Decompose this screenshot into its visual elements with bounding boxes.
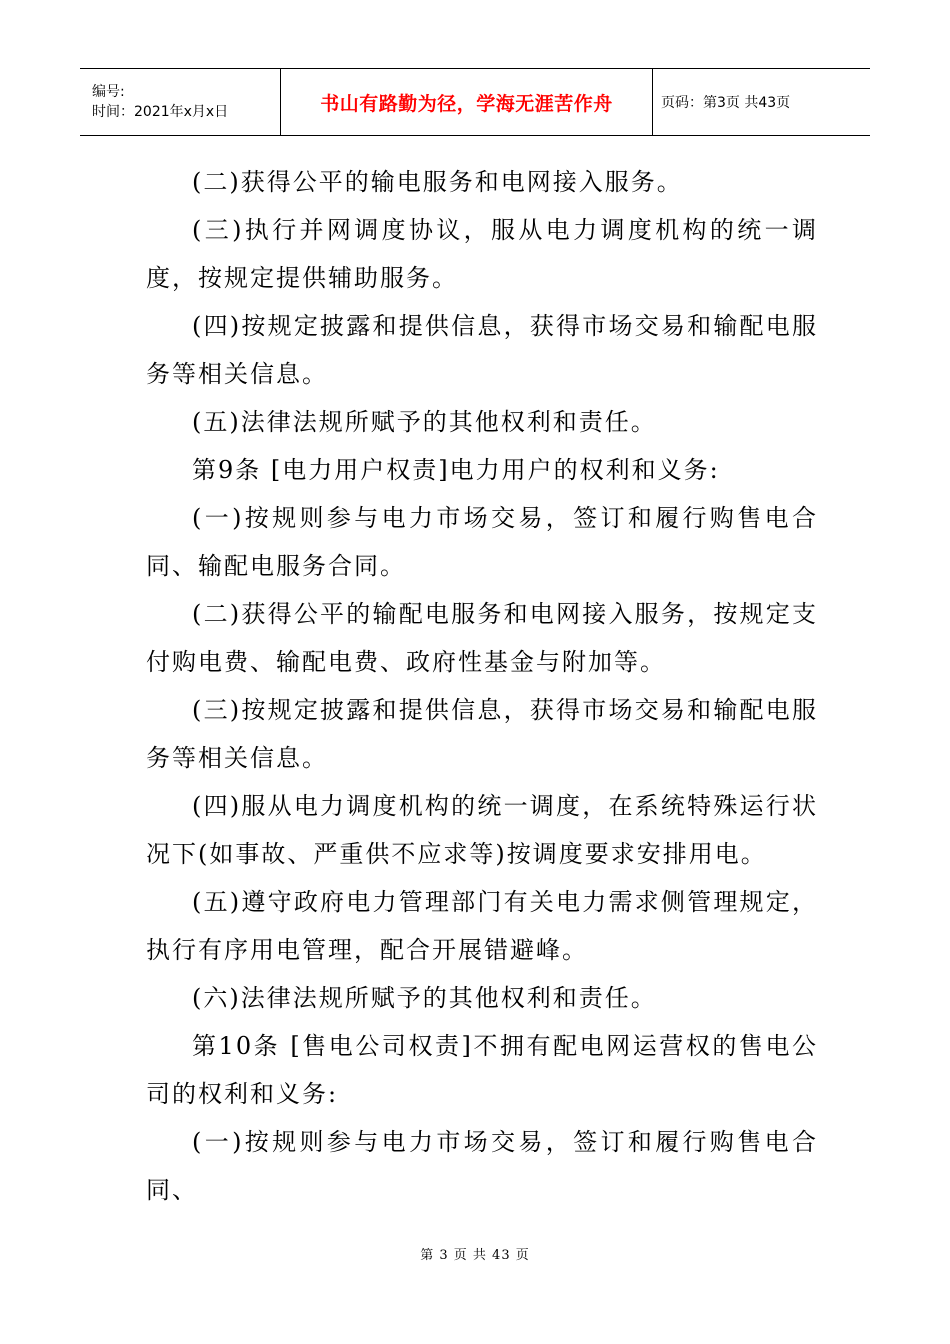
paragraph: (一)按规则参与电力市场交易，签订和履行购售电合同、输配电服务合同。 [146,504,818,580]
page-info-text: 页码：第3页 共43页 [661,95,791,111]
document-body [146,158,818,1214]
paragraph: (三)按规定披露和提供信息，获得市场交易和输配电服务等相关信息。 [146,696,818,772]
paragraph: (三)执行并网调度协议，服从电力调度机构的统一调度，按规定提供辅助服务。 [146,216,818,292]
paragraph: (四)服从电力调度机构的统一调度，在系统特殊运行状况下(如事故、严重供不应求等)按调度要求安排用电。 [146,792,818,868]
header-motto [281,69,653,135]
paragraph: (四)按规定披露和提供信息，获得市场交易和输配电服务等相关信息。 [146,312,818,388]
paragraph: (二)获得公平的输电服务和电网接入服务。 [192,168,683,196]
article-heading: 第9条 [电力用户权责]电力用户的权利和义务: [192,456,720,484]
paragraph: (六)法律法规所赋予的其他权利和责任。 [192,984,657,1012]
page-footer [0,1244,950,1263]
page-header [80,68,870,136]
header-page-info [653,69,870,135]
motto-text: 书山有路勤为径，学海无涯苦作舟 [320,92,613,115]
footer-page-number: 第 3 页 共 43 页 [420,1248,530,1263]
paragraph: (一)按规则参与电力市场交易，签订和履行购售电合同、 [146,1128,818,1204]
paragraph: (五)法律法规所赋予的其他权利和责任。 [192,408,657,436]
article-heading: 第10条 [售电公司权责]不拥有配电网运营权的售电公司的权利和义务: [146,1032,818,1108]
paragraph: (二)获得公平的输配电服务和电网接入服务，按规定支付购电费、输配电费、政府性基金与附加等。 [146,600,818,676]
date-label: 时间：2021年x月x日 [92,104,229,120]
paragraph: (五)遵守政府电力管理部门有关电力需求侧管理规定，执行有序用电管理，配合开展错避峰。 [146,888,818,964]
header-meta [80,69,281,135]
serial-number-label: 编号: [92,84,125,100]
